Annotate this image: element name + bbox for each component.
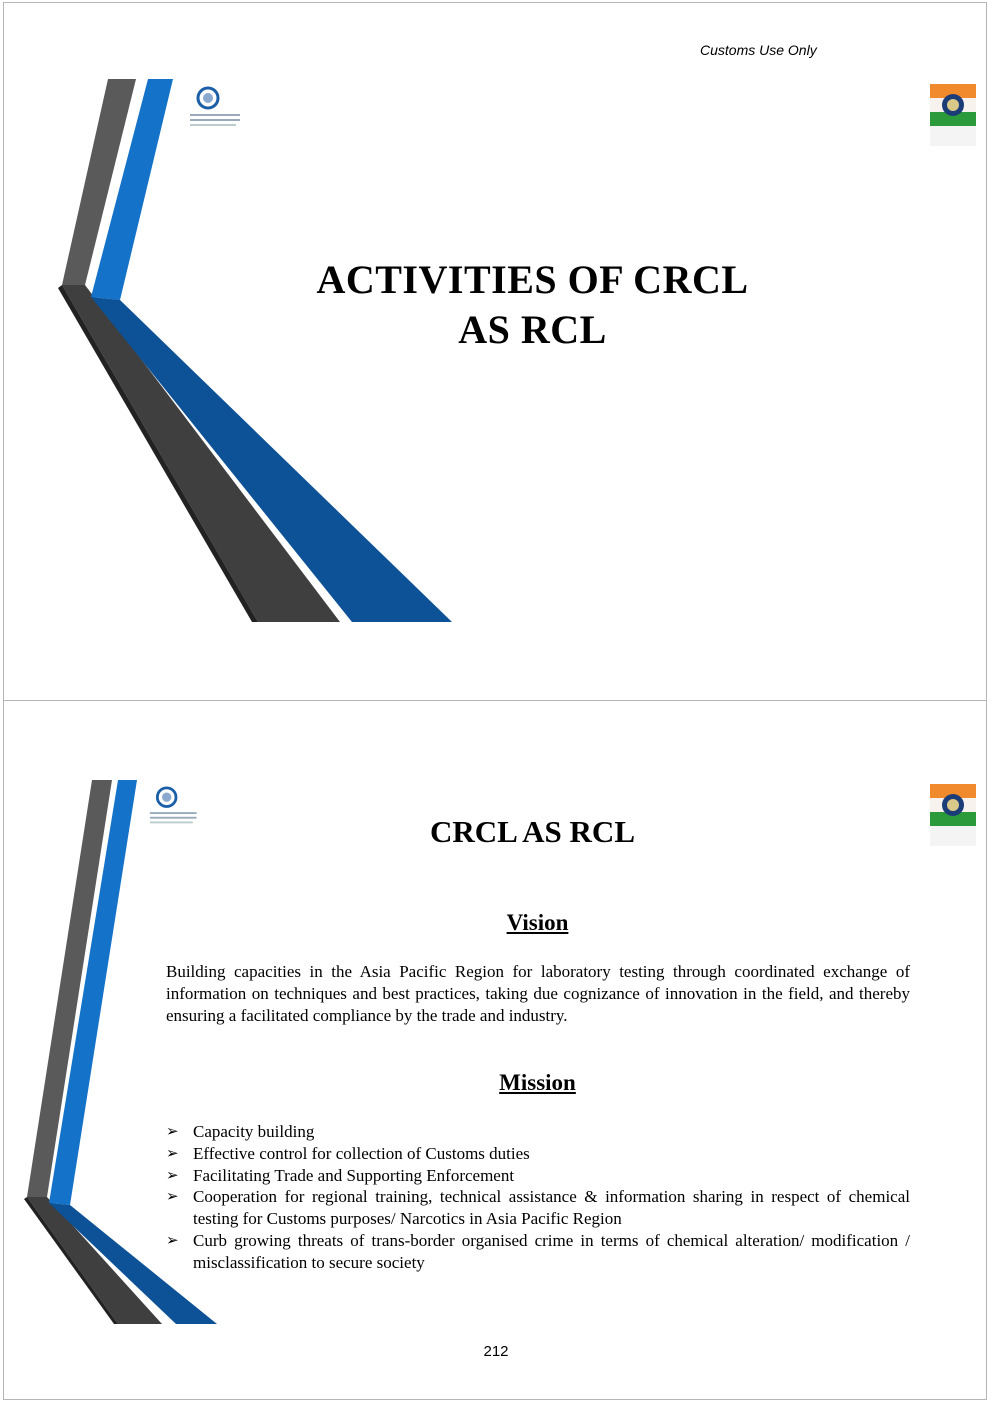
wco-logo-icon-slide2 (148, 786, 204, 842)
mission-item-text: Effective control for collection of Customs duties (193, 1143, 530, 1163)
slide1-title-line1: ACTIVITIES OF CRCL (316, 257, 749, 302)
mission-item (166, 1121, 910, 1143)
vision-text: Building capacities in the Asia Pacific Region for laboratory testing through coordinated exchange of information on techniques and best practices, taking due cognizance of innovation in the field, and thereby ensuring a facilitated compliance by the trade and industry. (166, 962, 910, 1025)
arrow-bullet-icon: ➢ (166, 1143, 179, 1162)
vision-heading: Vision (506, 910, 569, 935)
page-number: 212 (483, 1343, 509, 1360)
arrow-bullet-icon: ➢ (166, 1230, 179, 1249)
slide1-title (280, 255, 785, 355)
arrow-bullet-icon: ➢ (166, 1122, 179, 1140)
mission-item-text: Cooperation for regional training, technical assistance & information sharing in respect of chemical testing for Customs purposes/ Narcotics in Asia Pacific Region (193, 1187, 910, 1229)
mission-item (166, 1165, 910, 1187)
mission-list (166, 1121, 910, 1274)
mission-item (166, 1143, 910, 1165)
slide1-title-line2: AS RCL (458, 307, 607, 352)
mission-heading: Mission (499, 1070, 576, 1095)
india-flag-emblem-icon (930, 84, 976, 146)
slide2-title: CRCL AS RCL (430, 814, 635, 849)
mission-item-text: Facilitating Trade and Supporting Enforcement (193, 1165, 515, 1185)
mission-item (166, 1186, 910, 1230)
slide2-stripe-art (0, 700, 260, 1400)
mission-item (166, 1230, 910, 1274)
india-flag-emblem-icon-slide2 (930, 784, 976, 846)
arrow-bullet-icon: ➢ (166, 1187, 179, 1206)
arrow-bullet-icon: ➢ (166, 1165, 179, 1184)
customs-use-only-note: Customs Use Only (700, 42, 817, 58)
wco-logo-icon (188, 86, 248, 146)
mission-item-text: Curb growing threats of trans-border organised crime in terms of chemical alteration/ modification / misclassification to secure society (193, 1230, 910, 1272)
mission-item-text: Capacity building (193, 1122, 315, 1141)
